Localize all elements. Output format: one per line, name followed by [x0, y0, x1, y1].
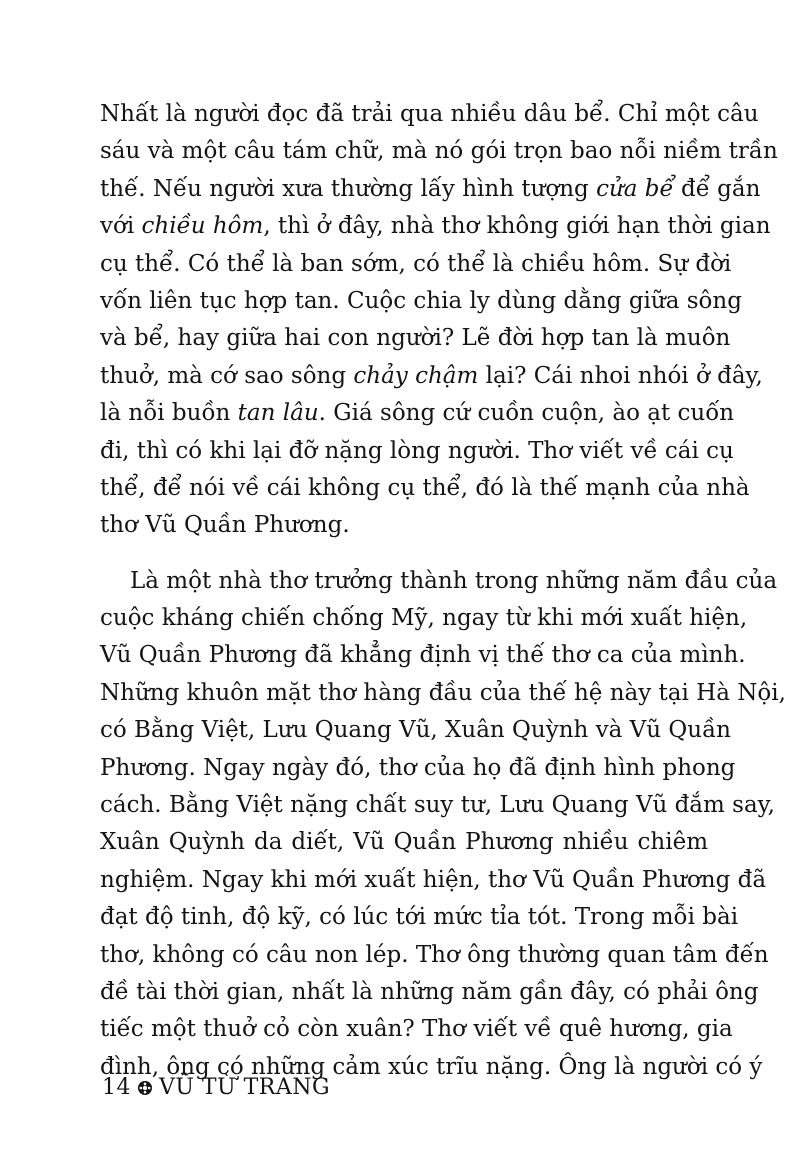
- text-line: [100, 470, 750, 507]
- text-run: cuộc kháng chiến chống Mỹ, ngay từ khi mới xuất hiện,: [100, 605, 748, 632]
- text-run: đề tài thời gian, nhất là những năm gần đây, có phải ông: [100, 978, 759, 1005]
- italic-phrase: cửa bể: [596, 175, 674, 202]
- text-line: [100, 675, 786, 712]
- text-run: Xuân Quỳnh da diết, Vũ Quần Phương nhiều chiêm: [100, 829, 708, 856]
- text-line: [100, 507, 708, 544]
- text-run: Phương. Ngay ngày đó, thơ của họ đã định hình phong: [100, 754, 736, 781]
- text-line: [100, 433, 734, 470]
- text-run: sáu và một câu tám chữ, mà nó gói trọn bao nỗi niềm trần: [100, 138, 778, 165]
- page-number: 14: [102, 1075, 131, 1100]
- text-run: thơ, không có câu non lép. Thơ ông thường quan tâm đến: [100, 941, 769, 968]
- text-line: [100, 787, 775, 824]
- text-run: cụ thể. Có thể là ban sớm, có thể là chiều hôm. Sự đời: [100, 250, 732, 277]
- page-body: [100, 96, 786, 1086]
- text-line: [100, 133, 778, 170]
- text-run: có Bằng Việt, Lưu Quang Vũ, Xuân Quỳnh và Vũ Quần: [100, 717, 731, 744]
- text-run: là nỗi buồn: [100, 400, 238, 427]
- text-line: [100, 600, 748, 637]
- text-run: nghiệm. Ngay khi mới xuất hiện, thơ Vũ Quần Phương đã: [100, 866, 767, 893]
- text-run: tiếc một thuở cỏ còn xuân? Thơ viết về quê hương, gia: [100, 1016, 733, 1043]
- text-line: [100, 171, 761, 208]
- text-line: [100, 283, 742, 320]
- text-run: Nhất là người đọc đã trải qua nhiều dâu bể. Chỉ một câu: [100, 101, 759, 127]
- text-run: lại? Cái nhoi nhói ở đây,: [478, 362, 763, 389]
- text-run: , thì ở đây, nhà thơ không giới hạn thời gian: [263, 213, 771, 240]
- text-run: và bể, hay giữa hai con người? Lẽ đời hợp tan là muôn: [100, 325, 731, 352]
- italic-phrase: chiều hôm: [141, 213, 264, 240]
- text-line: [100, 395, 735, 432]
- text-line: [100, 712, 731, 749]
- text-line: [100, 750, 736, 787]
- text-line: [100, 637, 746, 674]
- text-run: Những khuôn mặt thơ hàng đầu của thế hệ này tại Hà Nội,: [100, 679, 786, 706]
- text-run: đi, thì có khi lại đỡ nặng lòng người. Thơ viết về cái cụ: [100, 437, 734, 464]
- paragraph-gap: [100, 545, 708, 563]
- text-line: [100, 974, 759, 1011]
- italic-phrase: tan lâu: [237, 400, 319, 427]
- text-run: thơ Vũ Quần Phương.: [100, 512, 350, 539]
- text-line: [100, 937, 769, 974]
- page-footer: [102, 1075, 330, 1100]
- text-line: [100, 246, 732, 283]
- text-line: [100, 1011, 733, 1048]
- paragraph-1: [100, 96, 778, 545]
- text-run: thế. Nếu người xưa thường lấy hình tượng: [100, 175, 597, 202]
- running-title: VŨ TỪ TRANG: [159, 1075, 331, 1100]
- text-run: đạt độ tinh, độ kỹ, có lúc tới mức tỉa tót. Trong mỗi bài: [100, 904, 739, 931]
- text-run: cách. Bằng Việt nặng chất suy tư, Lưu Quang Vũ đắm say,: [100, 792, 775, 819]
- text-line: [100, 862, 767, 899]
- text-line: [100, 899, 739, 936]
- text-run: để gắn: [673, 175, 761, 202]
- text-run: thể, để nói về cái không cụ thể, đó là thế mạnh của nhà: [100, 474, 750, 501]
- text-run: vốn liên tục hợp tan. Cuộc chia ly dùng dằng giữa sông: [100, 287, 742, 314]
- text-line: [100, 208, 771, 245]
- italic-phrase: chảy chậm: [353, 362, 479, 389]
- text-run: Là một nhà thơ trưởng thành trong những năm đầu của: [130, 567, 778, 594]
- paragraph-2: [100, 563, 786, 1086]
- text-line: [100, 358, 763, 395]
- text-run: đình, ông có những cảm xúc trĩu nặng. Ông là người có ý: [100, 1053, 763, 1080]
- text-line: [100, 563, 778, 600]
- text-run: . Giá sông cứ cuồn cuộn, ào ạt cuốn: [318, 400, 735, 427]
- text-run: với: [100, 213, 142, 240]
- text-run: Vũ Quần Phương đã khẳng định vị thế thơ ca của mình.: [100, 642, 746, 669]
- flower-ornament-icon: [137, 1080, 153, 1096]
- text-line: [100, 320, 731, 357]
- text-run: thuở, mà cớ sao sông: [100, 362, 354, 389]
- text-line: [100, 824, 708, 861]
- text-line: [100, 96, 759, 133]
